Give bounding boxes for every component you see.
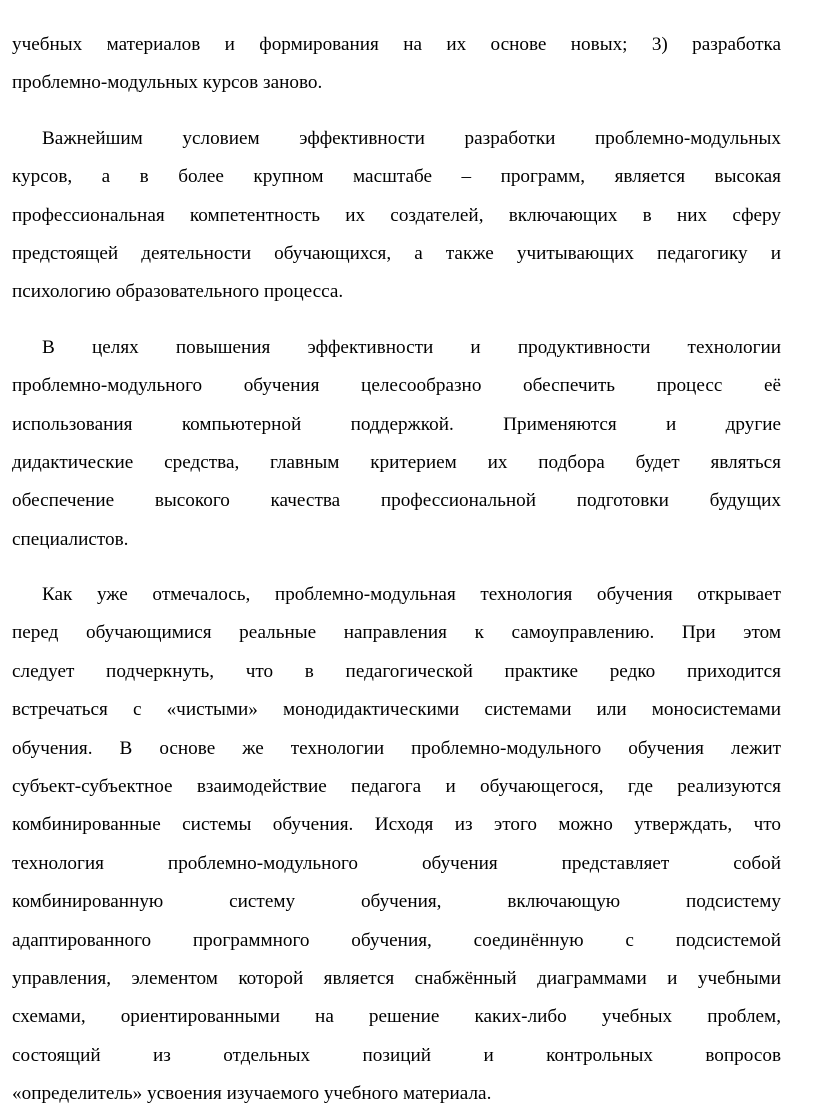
- text-line: комбинированные системы обучения. Исходя из этого можно утверждать, что: [12, 814, 781, 836]
- text-line: курсов, а в более крупном масштабе – программ, является высокая: [12, 166, 781, 188]
- text-line: субъект-субъектное взаимодействие педагога и обучающегося, где реализуются: [12, 776, 781, 798]
- text-line: «определитель» усвоения изучаемого учебного материала.: [12, 1083, 492, 1105]
- text-line: перед обучающимися реальные направления к самоуправлению. При этом: [12, 622, 781, 644]
- text-line: проблемно-модульных курсов заново.: [12, 72, 323, 94]
- text-line: обучения. В основе же технологии проблемно-модульного обучения лежит: [12, 737, 781, 759]
- text-line: использования компьютерной поддержкой. Применяются и другие: [12, 413, 781, 435]
- text-line: психологию образовательного процесса.: [12, 281, 344, 303]
- text-line: Как уже отмечалось, проблемно-модульная технология обучения открывает: [42, 584, 781, 606]
- text-line: учебных материалов и формирования на их основе новых; 3) разработка: [12, 34, 781, 55]
- text-line: специалистов.: [12, 528, 129, 550]
- paragraph-efficiency: [12, 329, 781, 559]
- text-line: состоящий из отдельных позиций и контрольных вопросов: [12, 1044, 781, 1066]
- text-line: обеспечение высокого качества профессиональной подготовки будущих: [12, 490, 781, 512]
- text-line: технология проблемно-модульного обучения представляет собой: [12, 852, 781, 874]
- paragraph-continuation: [12, 26, 781, 103]
- text-line: управления, элементом которой является снабжённый диаграммами и учебными: [12, 967, 781, 989]
- text-line: предстоящей деятельности обучающихся, а также учитывающих педагогику и: [12, 242, 781, 264]
- text-line: адаптированного программного обучения, соединённую с подсистемой: [12, 929, 781, 951]
- paragraph-competence: [12, 120, 781, 312]
- paragraph-technology: [12, 576, 781, 1113]
- text-line: следует подчеркнуть, что в педагогической практике редко приходится: [12, 660, 781, 682]
- text-line: схемами, ориентированными на решение каких-либо учебных проблем,: [12, 1006, 781, 1028]
- text-line: комбинированную систему обучения, включающую подсистему: [12, 891, 781, 913]
- text-line: В целях повышения эффективности и продуктивности технологии: [42, 336, 781, 358]
- text-line: проблемно-модульного обучения целесообразно обеспечить процесс её: [12, 375, 781, 397]
- document-page: [12, 26, 781, 1114]
- text-line: дидактические средства, главным критерием их подбора будет являться: [12, 451, 781, 473]
- text-line: встречаться с «чистыми» монодидактическими системами или моносистемами: [12, 699, 781, 721]
- text-line: Важнейшим условием эффективности разработки проблемно-модульных: [42, 127, 781, 149]
- text-line: профессиональная компетентность их создателей, включающих в них сферу: [12, 204, 781, 226]
